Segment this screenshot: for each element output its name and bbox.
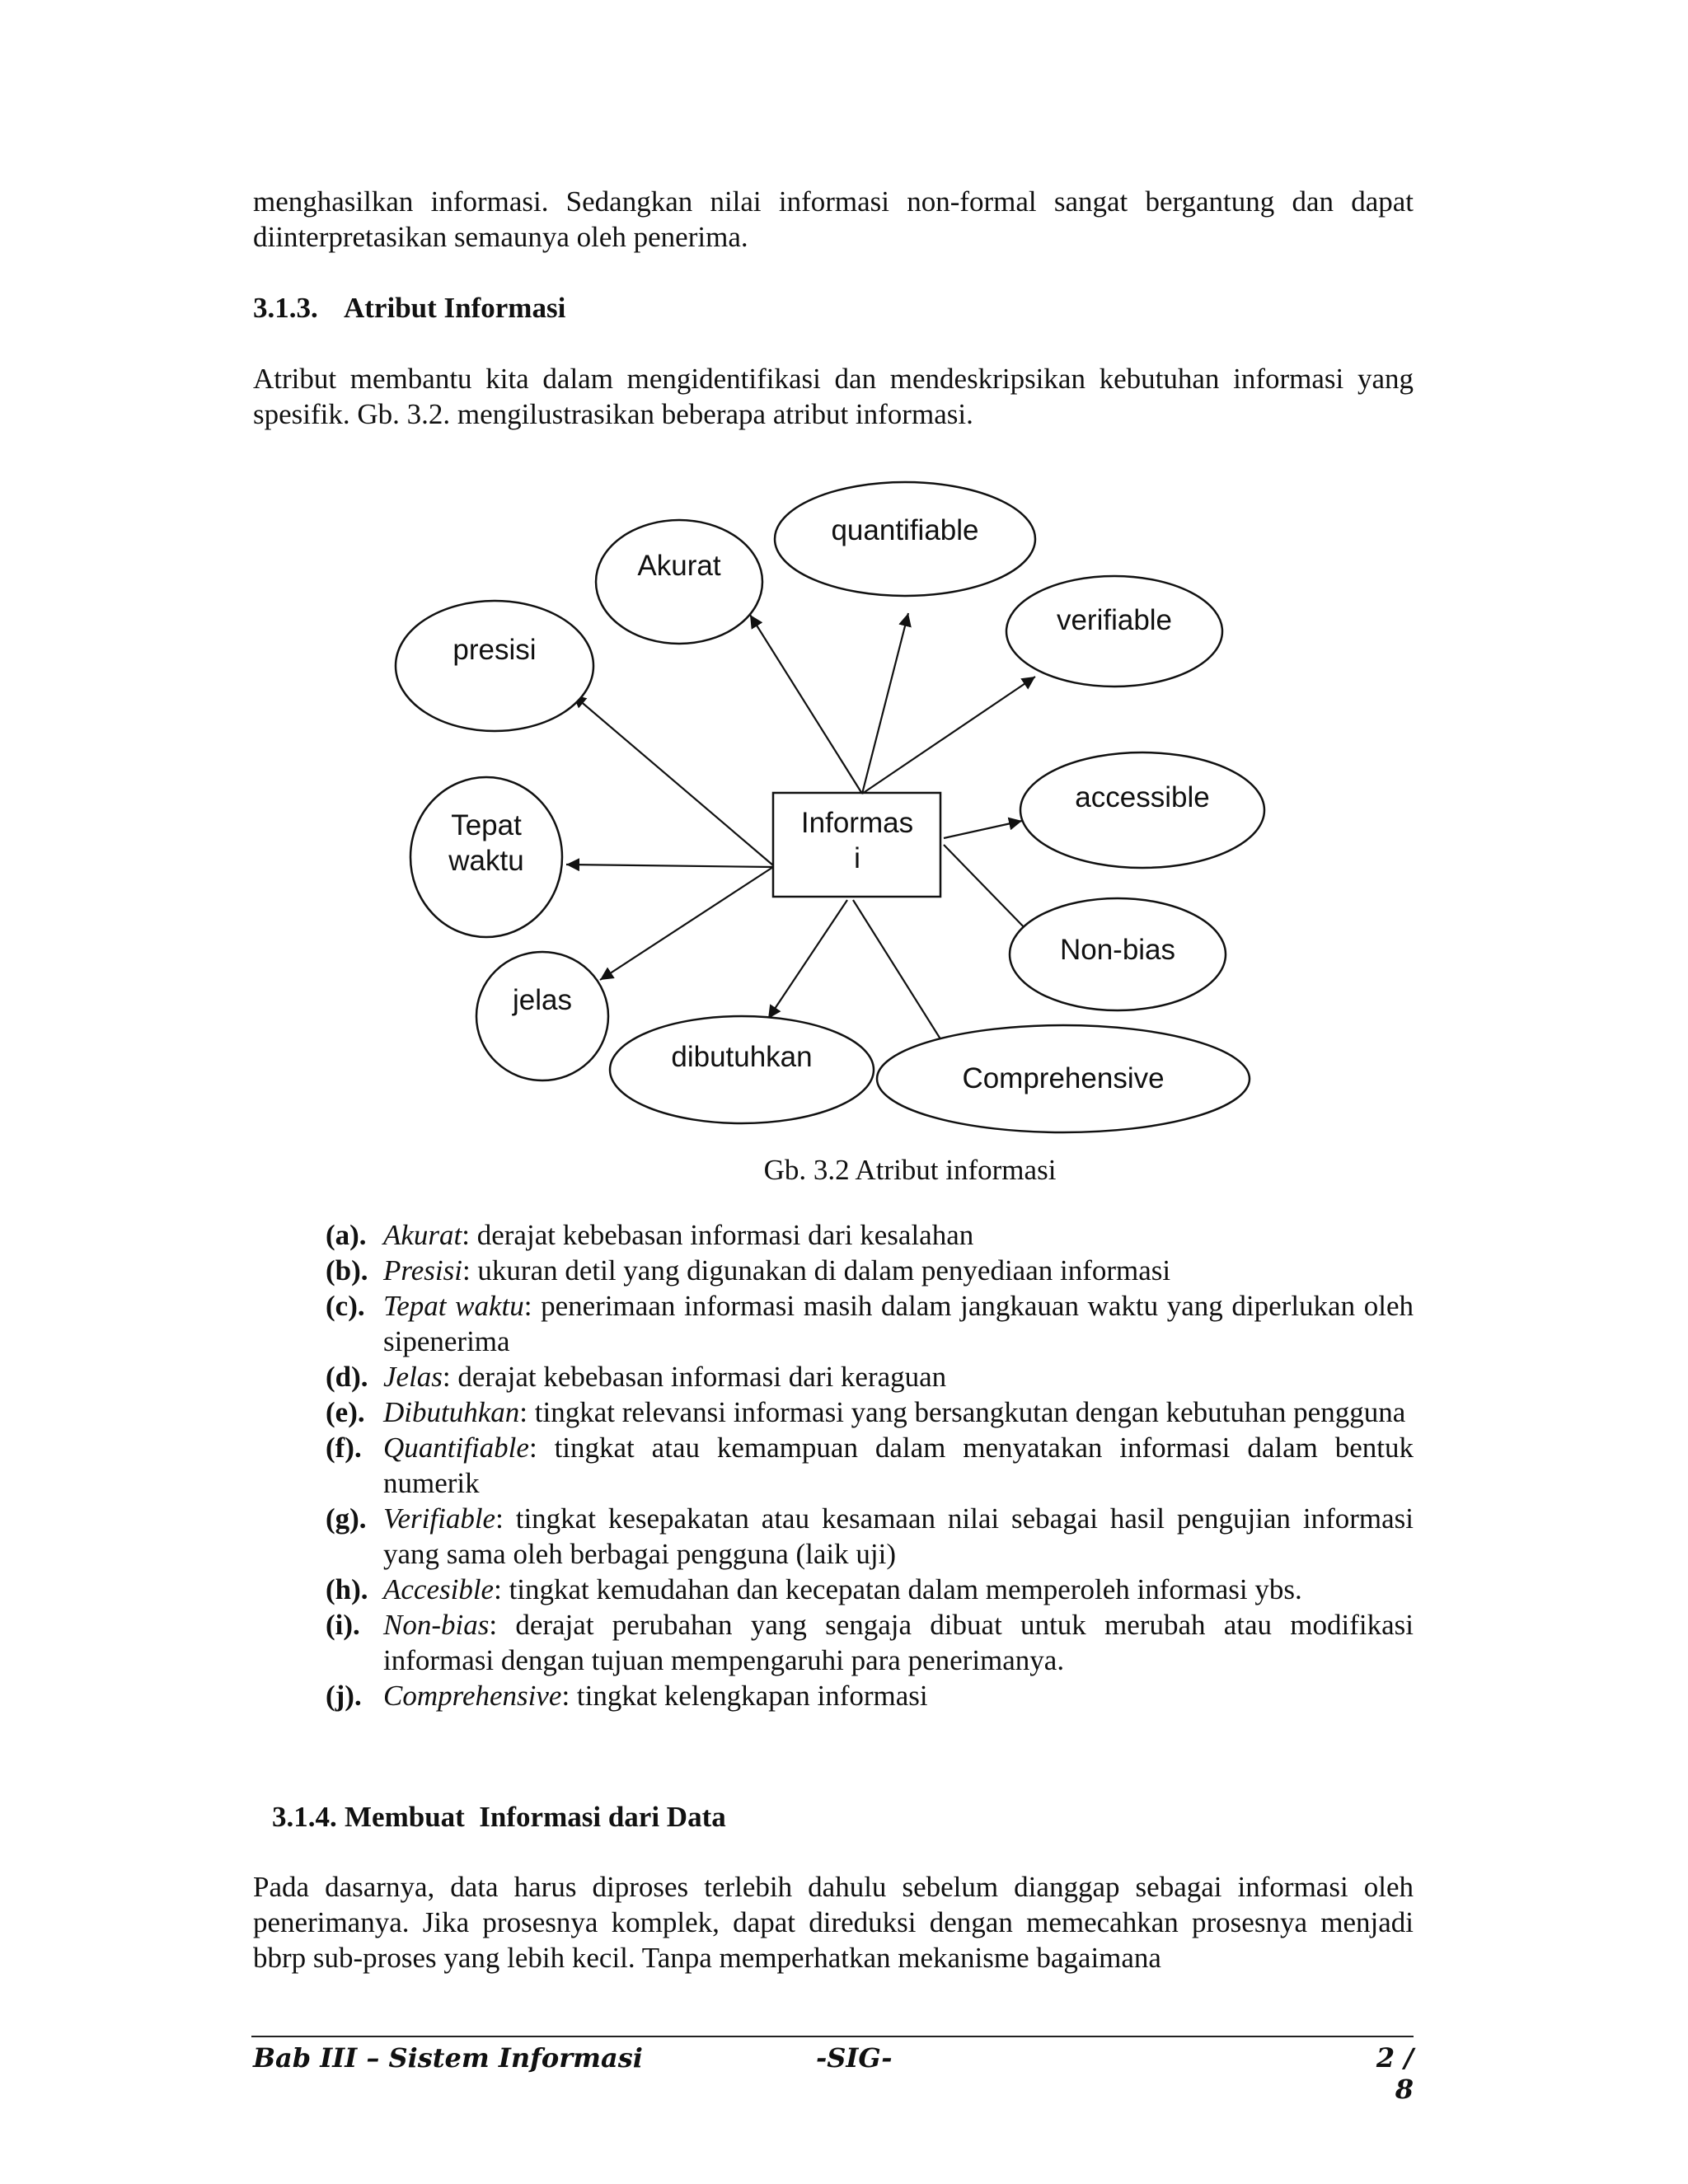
definition-term: Verifiable <box>383 1502 496 1535</box>
label-waktu: waktu <box>448 845 524 877</box>
center-label-line1: Informas <box>800 807 914 839</box>
definition-item <box>326 1359 1414 1394</box>
definition-term: Jelas <box>383 1361 443 1393</box>
section-314-number: 3.1.4. <box>272 1801 337 1833</box>
definition-text: : derajat kebebasan informasi dari keraguan <box>442 1361 947 1393</box>
arrow-to-nonbias <box>944 845 1033 936</box>
label-dibutuhkan: dibutuhkan <box>671 1041 813 1073</box>
footer-page-number: 2 / 8 <box>1376 2042 1414 2105</box>
definition-term: Tepat waktu <box>383 1290 524 1322</box>
definition-letter: (d). <box>326 1361 368 1393</box>
definition-item <box>326 1288 1414 1359</box>
label-comprehensive: Comprehensive <box>962 1062 1165 1094</box>
arrow-to-accessible <box>944 821 1022 838</box>
definition-letter: (j). <box>326 1680 362 1712</box>
label-presisi: presisi <box>452 634 537 666</box>
label-tepat: Tepat <box>451 809 522 841</box>
definition-text: : tingkat kesepakatan atau kesamaan nilai sebagai hasil pengujian informasi yang sama oleh berbagai pengguna (laik uji) <box>383 1502 1414 1570</box>
section-313-title: Atribut Informasi <box>344 292 566 324</box>
definition-letter: (f). <box>326 1432 362 1464</box>
definition-letter: (h). <box>326 1573 368 1605</box>
definition-item <box>326 1430 1414 1501</box>
definition-text: : tingkat relevansi informasi yang bersangkutan dengan kebutuhan pengguna <box>519 1396 1406 1428</box>
attribute-diagram <box>0 462 1688 1137</box>
label-accessible: accessible <box>1075 781 1210 813</box>
section-314-title: Membuat Informasi dari Data <box>345 1801 726 1833</box>
definition-item <box>326 1607 1414 1678</box>
definition-item <box>326 1678 1414 1713</box>
label-quantifiable: quantifiable <box>831 514 979 546</box>
definition-term: Dibutuhkan <box>383 1396 520 1428</box>
section-313-paragraph: Atribut membantu kita dalam mengidentifikasi dan mendeskripsikan kebutuhan informasi yang spesifik. Gb. 3.2. mengilustrasikan beberapa atribut informasi. <box>253 363 1414 430</box>
definition-term: Akurat <box>383 1219 462 1251</box>
definition-text: : penerimaan informasi masih dalam jangkauan waktu yang diperlukan oleh sipenerima <box>383 1290 1414 1357</box>
center-label-line2: i <box>854 842 860 874</box>
label-nonbias: Non-bias <box>1059 934 1176 966</box>
definition-item <box>326 1394 1414 1430</box>
section-313-heading <box>253 290 565 326</box>
definition-term: Accesible <box>383 1573 495 1605</box>
definition-item <box>326 1217 1414 1253</box>
section-314-heading <box>272 1799 726 1835</box>
definition-item <box>326 1572 1414 1607</box>
definition-letter: (e). <box>326 1396 365 1428</box>
label-akurat: Akurat <box>637 550 721 582</box>
definition-text: : ukuran detil yang digunakan di dalam penyediaan informasi <box>462 1254 1171 1286</box>
definition-letter: (i). <box>326 1609 360 1641</box>
definition-term: Comprehensive <box>383 1680 562 1712</box>
definition-text: : tingkat kelengkapan informasi <box>561 1680 928 1712</box>
footer-rule <box>251 2036 1414 2037</box>
footer-center: -SIG- <box>816 2042 893 2074</box>
section-314-paragraph: Pada dasarnya, data harus diproses terlebih dahulu sebelum dianggap sebagai informasi oleh penerimanya. Jika prosesnya komplek, dapat direduksi dengan memecahkan prosesnya menjadi bbrp sub-proses yang lebih kecil. Tanpa memperhatkan mekanisme bagaimana <box>253 1871 1414 1974</box>
definition-item <box>326 1501 1414 1572</box>
definition-item <box>326 1253 1414 1288</box>
arrow-to-akurat <box>750 615 862 794</box>
definition-letter: (a). <box>326 1219 367 1251</box>
definition-text: : derajat perubahan yang sengaja dibuat untuk merubah atau modifikasi informasi dengan tujuan mempengaruhi para penerimanya. <box>383 1609 1414 1676</box>
definition-list <box>326 1217 1414 1713</box>
definition-letter: (b). <box>326 1254 368 1286</box>
label-verifiable: verifiable <box>1056 604 1173 636</box>
section-313-number: 3.1.3. <box>253 292 318 324</box>
arrow-to-dibutuhkan <box>768 900 847 1019</box>
definition-term: Presisi <box>383 1254 462 1286</box>
node-jelas <box>476 952 608 1080</box>
definition-term: Non-bias <box>383 1609 490 1641</box>
definition-text: : derajat kebebasan informasi dari kesalahan <box>462 1219 974 1251</box>
arrow-to-tepat-waktu <box>566 865 773 867</box>
definition-letter: (g). <box>326 1502 367 1535</box>
arrow-to-presisi <box>573 695 773 865</box>
footer-chapter: Bab III – Sistem Informasi <box>253 2042 643 2074</box>
definition-text: : tingkat kemudahan dan kecepatan dalam memperoleh informasi ybs. <box>494 1573 1302 1605</box>
arrow-to-comprehensive <box>853 900 948 1051</box>
intro-paragraph: menghasilkan informasi. Sedangkan nilai informasi non-formal sangat bergantung dan dapat diinterpretasikan semaunya oleh penerima. <box>253 185 1414 253</box>
definition-text: : tingkat atau kemampuan dalam menyatakan informasi dalam bentuk numerik <box>383 1432 1414 1499</box>
node-presisi <box>396 601 593 731</box>
node-akurat <box>596 520 762 644</box>
arrow-to-jelas <box>600 867 773 980</box>
definition-letter: (c). <box>326 1290 365 1322</box>
figure-caption: Gb. 3.2 Atribut informasi <box>763 1154 1057 1186</box>
definition-term: Quantifiable <box>383 1432 529 1464</box>
label-jelas: jelas <box>513 984 572 1016</box>
